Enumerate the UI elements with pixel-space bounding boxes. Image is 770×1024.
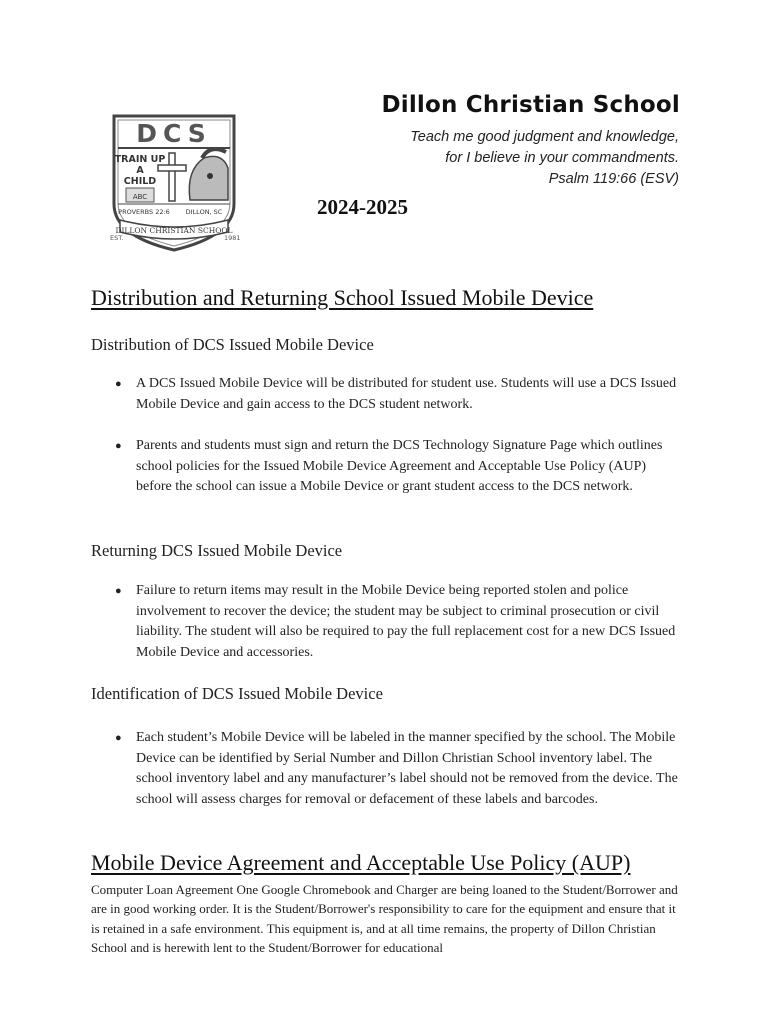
list-item xyxy=(115,374,680,415)
crest-est-label: EST. xyxy=(110,234,124,242)
bullet-marker: ● xyxy=(115,732,122,744)
crest-motto-3: CHILD xyxy=(123,176,157,187)
list-item-text: Parents and students must sign and return the DCS Technology Signature Page which outlines school policies for the Issued Mobile Device Agreement and Acceptable Use Policy (AUP) before the school can issue a Mobile Device or grant student access to the DCS network. xyxy=(136,438,663,495)
crest-est-year: 1981 xyxy=(224,234,241,242)
section-title-distribution-returning: Distribution and Returning School Issued Mobile Device xyxy=(91,285,594,310)
list-item-text: A DCS Issued Mobile Device will be distributed for student use. Students will use a DCS Issued Mobile Device and gain access to the DCS student network. xyxy=(136,376,677,412)
crest-location: DILLON, SC xyxy=(185,208,223,216)
list-item-text: Failure to return items may result in the Mobile Device being reported stolen and police involvement to recover the device; the student may be subject to criminal prosecution or civil liability. The student will also be required to pay the full replacement cost for a new DCS Issued Mobile Device and accessories. xyxy=(136,583,676,660)
list-item xyxy=(115,436,680,498)
subheading-identification: Identification of DCS Issued Mobile Device xyxy=(91,684,383,703)
motto-line: Teach me good judgment and knowledge, xyxy=(410,129,679,145)
crest-initials: DCS xyxy=(136,119,212,148)
crest-motto-2: A xyxy=(136,165,144,176)
list-item xyxy=(115,728,680,810)
bullet-marker: ● xyxy=(115,585,122,597)
bullet-marker: ● xyxy=(115,378,122,390)
bullet-marker: ● xyxy=(115,440,122,452)
school-name: Dillon Christian School xyxy=(381,92,680,118)
list-item xyxy=(115,581,680,663)
svg-text:ABC: ABC xyxy=(132,193,148,201)
motto-citation: Psalm 119:66 (ESV) xyxy=(548,171,679,187)
aup-paragraph: Computer Loan Agreement One Google Chromebook and Charger are being loaned to the Student/Borrower and are in good working order. It is the Student/Borrower's responsibility to care for the equipment and ensure that it is retained in a safe environment. This equipment is, and at all time remains, the property of Dillon Christian School and is herewith lent to the Student/Borrower for educational xyxy=(91,882,678,955)
subheading-returning: Returning DCS Issued Mobile Device xyxy=(91,541,343,560)
school-motto xyxy=(410,127,679,190)
crest-motto-1: TRAIN UP xyxy=(114,154,166,165)
school-crest-logo xyxy=(106,108,252,254)
motto-line: for I believe in your commandments. xyxy=(445,150,679,166)
crest-banner-text: DILLON CHRISTIAN SCHOOL xyxy=(115,226,233,235)
subheading-distribution: Distribution of DCS Issued Mobile Device xyxy=(91,335,374,354)
crest-verse: PROVERBS 22:6 xyxy=(118,208,170,216)
section-title-aup: Mobile Device Agreement and Acceptable Use Policy (AUP) xyxy=(91,850,631,875)
school-year: 2024-2025 xyxy=(317,195,408,219)
list-item-text: Each student’s Mobile Device will be labeled in the manner specified by the school. The Mobile Device can be identified by Serial Number and Dillon Christian School inventory label. The school inventory label and any manufacturer’s label should not be removed from the device. The school will assess charges for removal or defacement of these labels and barcodes. xyxy=(136,730,678,807)
